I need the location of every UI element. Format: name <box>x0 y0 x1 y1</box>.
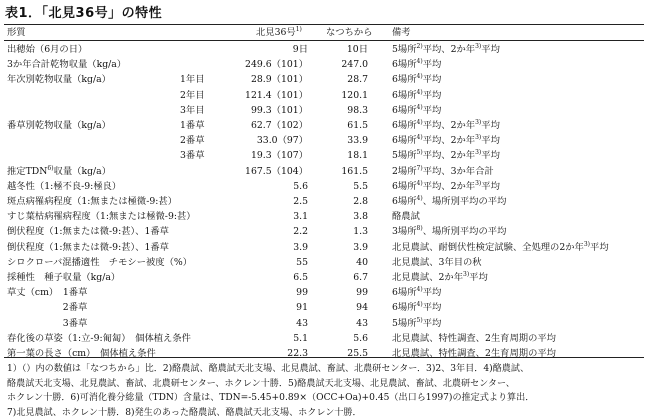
remark-a-sup: 4) <box>417 119 423 126</box>
remark-b: 平均、2か年 <box>423 150 475 161</box>
row-label-text: 出穂始（6月の日） <box>7 44 87 55</box>
row-remark <box>392 209 420 224</box>
row-label <box>7 224 169 239</box>
table-row <box>4 224 644 239</box>
remark-a-sup: 3) <box>584 241 590 248</box>
value-kitami36: 91 <box>234 300 308 315</box>
footnote-line: ホクレン十勝．6)可消化養分総量（TDN）含量は、TDN=-5.45+0.89×（OCC+Oa)+0.45（出口ら1997)の推定式より算出． <box>7 391 647 406</box>
remark-a: 6場所 <box>392 181 417 192</box>
remark-b: 、場所別平均の平均 <box>423 196 507 207</box>
value-kitami36: 2.2 <box>234 224 308 239</box>
remark-a: 6場所 <box>392 302 417 313</box>
remark-a-sup: 4) <box>417 134 423 141</box>
row-sublabel: 1番草 <box>180 118 205 133</box>
remark-a: 6場所 <box>392 105 417 116</box>
remark-a-sup: 7) <box>417 165 423 172</box>
remark-a-sup: 4) <box>417 58 423 65</box>
value-kitami36: 3.1 <box>234 209 308 224</box>
row-remark <box>392 148 500 163</box>
remark-c: 平均 <box>481 120 500 131</box>
row-label-text: すじ葉枯病罹病程度（1:無または極微-9:甚） <box>7 211 196 222</box>
row-label <box>7 179 121 194</box>
header-rule <box>4 40 644 41</box>
header-trait: 形質 <box>7 25 26 40</box>
remark-c: 平均 <box>481 44 500 55</box>
table-row <box>4 300 644 315</box>
row-label <box>7 346 156 361</box>
row-label-sup: 6) <box>47 165 53 172</box>
remark-a-sup: 3) <box>463 271 469 278</box>
remark-a-sup: 4) <box>417 89 423 96</box>
header-cultivar1-sup: 1) <box>296 26 302 33</box>
row-remark <box>392 300 441 315</box>
row-remark <box>392 255 482 270</box>
table-row <box>4 194 644 209</box>
row-remark <box>392 285 441 300</box>
table-row <box>4 179 644 194</box>
value-kitami36: 2.5 <box>234 194 308 209</box>
remark-b: 平均 <box>423 105 442 116</box>
table-row <box>4 255 644 270</box>
remark-a: 北見農試、特性調査、2生育周期の平均 <box>392 348 556 359</box>
row-sublabel: 2年目 <box>180 88 205 103</box>
row-label-text: 第一葉の長さ（cm） 個体植え条件 <box>7 348 156 359</box>
header-remarks: 備考 <box>392 25 411 40</box>
value-natsuchikara: 18.1 <box>316 148 368 163</box>
row-remark <box>392 346 556 361</box>
value-kitami36: 55 <box>234 255 308 270</box>
value-natsuchikara: 161.5 <box>316 164 368 179</box>
row-label-text: 斑点病罹病程度（1:無または極微-9:甚） <box>7 196 177 207</box>
row-sublabel: 1年目 <box>180 72 205 87</box>
table-row <box>4 240 644 255</box>
row-remark <box>392 133 500 148</box>
value-natsuchikara: 3.8 <box>316 209 368 224</box>
table-row <box>4 133 644 148</box>
row-label <box>7 270 120 285</box>
remark-a-sup: 4) <box>417 301 423 308</box>
remark-b: 平均 <box>423 287 442 298</box>
table-row <box>4 118 644 133</box>
row-remark <box>392 103 441 118</box>
row-label <box>7 300 87 315</box>
value-kitami36: 43 <box>234 316 308 331</box>
table-row <box>4 346 644 361</box>
row-label <box>7 42 87 57</box>
table-row <box>4 88 644 103</box>
row-label-text: 2番草 <box>7 302 87 313</box>
row-label <box>7 255 192 270</box>
footnote-line: 酪農試天北支場、北見農試、畜試、北農研センター、ホクレン十勝．5)酪農試天北支場、北見農試、畜試、北農研センター、 <box>7 377 647 392</box>
remark-a: 6場所 <box>392 59 417 70</box>
row-remark <box>392 316 441 331</box>
footnote-line: 7)北見農試、ホクレン十勝．8)発生のあった酪農試、酪農試天北支場、ホクレン十勝． <box>7 406 647 420</box>
row-label-text: 越冬性（1:極不良-9:極良） <box>7 181 121 192</box>
value-natsuchikara: 1.3 <box>316 224 368 239</box>
table-row <box>4 57 644 72</box>
row-remark <box>392 72 441 87</box>
row-label-text: 倒伏程度（1:無または微-9:甚）、1番草 <box>7 242 169 253</box>
value-natsuchikara: 43 <box>316 316 368 331</box>
remark-b: 平均 <box>423 90 442 101</box>
value-kitami36: 22.3 <box>234 346 308 361</box>
remark-a-sup: 8) <box>417 225 423 232</box>
value-natsuchikara: 2.8 <box>316 194 368 209</box>
row-label <box>7 118 111 133</box>
row-remark <box>392 224 506 239</box>
remark-b: 平均 <box>590 242 609 253</box>
value-natsuchikara: 25.5 <box>316 346 368 361</box>
remark-a: 6場所 <box>392 196 417 207</box>
remark-a-sup: 5) <box>417 317 423 324</box>
value-kitami36: 249.6（101） <box>234 57 308 72</box>
row-label <box>7 57 126 72</box>
row-label-text: 番草別乾物収量（kg/a） <box>7 120 111 131</box>
row-remark <box>392 194 506 209</box>
remark-b: 平均、2か年 <box>423 181 475 192</box>
row-remark <box>392 164 494 179</box>
remark-b-sup: 3) <box>475 119 481 126</box>
row-label-text: 草丈（cm） 1番草 <box>7 287 87 298</box>
value-natsuchikara: 5.6 <box>316 331 368 346</box>
remark-a: 2場所 <box>392 166 417 177</box>
remark-b-sup: 3) <box>475 149 481 156</box>
remark-a: 6場所 <box>392 74 417 85</box>
value-kitami36: 5.1 <box>234 331 308 346</box>
remark-a: 6場所 <box>392 120 417 131</box>
remark-b: 平均 <box>423 318 442 329</box>
remark-b: 平均、2か年 <box>423 44 475 55</box>
remark-a: 酪農試 <box>392 211 420 222</box>
table-row <box>4 103 644 118</box>
value-kitami36: 6.5 <box>234 270 308 285</box>
remark-a-sup: 4) <box>417 104 423 111</box>
remark-b: 平均 <box>423 59 442 70</box>
value-kitami36: 33.0（97） <box>234 133 308 148</box>
table-header-row <box>4 25 644 40</box>
row-label <box>7 240 169 255</box>
row-remark <box>392 88 441 103</box>
row-label-rest: 収量（kg/a） <box>54 166 111 177</box>
table-row <box>4 148 644 163</box>
value-natsuchikara: 99 <box>316 285 368 300</box>
header-cultivar1-name: 北見36号 <box>256 27 296 38</box>
value-kitami36: 28.9（101） <box>234 72 308 87</box>
value-kitami36: 5.6 <box>234 179 308 194</box>
remark-a-sup: 4) <box>417 180 423 187</box>
value-kitami36: 121.4（101） <box>234 88 308 103</box>
remark-b: 平均 <box>423 302 442 313</box>
value-kitami36: 3.9 <box>234 240 308 255</box>
bottom-rule <box>4 357 644 358</box>
remark-a-sup: 5) <box>417 149 423 156</box>
remark-b: 平均 <box>469 272 488 283</box>
remark-c: 平均 <box>481 150 500 161</box>
remark-b: 平均 <box>423 74 442 85</box>
footnote-line: 1）（）内の数値は「なつちから」比．2)酪農試、酪農試天北支場、北見農試、畜試、北農研センター．3)2、3年目．4)酪農試、 <box>7 362 647 377</box>
header-cultivar1 <box>256 25 302 40</box>
table-row <box>4 270 644 285</box>
row-remark <box>392 240 609 255</box>
remark-a: 北見農試、2か年 <box>392 272 463 283</box>
value-natsuchikara: 5.5 <box>316 179 368 194</box>
value-natsuchikara: 6.7 <box>316 270 368 285</box>
remark-c: 平均 <box>481 181 500 192</box>
remark-a: 6場所 <box>392 90 417 101</box>
row-label <box>7 316 87 331</box>
table-row <box>4 72 644 87</box>
value-natsuchikara: 40 <box>316 255 368 270</box>
table-row <box>4 209 644 224</box>
row-label-text: 春化後の草姿（1:立-9:匍匐） 個体植え条件 <box>7 333 191 344</box>
value-natsuchikara: 98.3 <box>316 103 368 118</box>
row-label-text: 3か年合計乾物収量（kg/a） <box>7 59 126 70</box>
remark-a-sup: 4) <box>417 73 423 80</box>
remark-a: 北見農試、3年目の秋 <box>392 257 482 268</box>
value-kitami36: 99 <box>234 285 308 300</box>
table-row <box>4 285 644 300</box>
row-label <box>7 209 196 224</box>
row-label <box>7 72 111 87</box>
remark-a: 5場所 <box>392 44 417 55</box>
remark-b: 平均、2か年 <box>423 120 475 131</box>
row-label <box>7 285 87 300</box>
remark-b-sup: 3) <box>475 134 481 141</box>
table-row <box>4 331 644 346</box>
row-label <box>7 331 191 346</box>
row-label-text: シロクローバ混播適性 チモシー被度（%） <box>7 257 192 268</box>
remark-a-sup: 2) <box>417 43 423 50</box>
remark-b: 平均、2か年 <box>423 135 475 146</box>
row-remark <box>392 331 556 346</box>
row-remark <box>392 179 500 194</box>
row-label <box>7 164 111 179</box>
row-label-text: 3番草 <box>7 318 87 329</box>
header-cultivar2: なつちから <box>326 25 373 40</box>
value-natsuchikara: 120.1 <box>316 88 368 103</box>
table-title: 表1．「北見36号」の特性 <box>5 2 162 21</box>
remark-a: 6場所 <box>392 135 417 146</box>
row-sublabel: 3番草 <box>180 148 205 163</box>
value-natsuchikara: 33.9 <box>316 133 368 148</box>
value-kitami36: 99.3（101） <box>234 103 308 118</box>
row-remark <box>392 57 441 72</box>
value-natsuchikara: 94 <box>316 300 368 315</box>
row-label-text: 採種性 種子収量（kg/a） <box>7 272 120 283</box>
remark-b-sup: 3) <box>475 180 481 187</box>
value-natsuchikara: 10日 <box>316 42 368 57</box>
remark-c: 平均 <box>481 135 500 146</box>
value-natsuchikara: 3.9 <box>316 240 368 255</box>
value-kitami36: 9日 <box>234 42 308 57</box>
value-kitami36: 62.7（102） <box>234 118 308 133</box>
table-row <box>4 316 644 331</box>
remark-a: 6場所 <box>392 287 417 298</box>
value-kitami36: 167.5（104） <box>234 164 308 179</box>
row-sublabel: 2番草 <box>180 133 205 148</box>
value-natsuchikara: 247.0 <box>316 57 368 72</box>
remark-b: 平均、3か年合計 <box>423 166 494 177</box>
table-row <box>4 164 644 179</box>
row-label-text: 倒伏程度（1:無または微-9:甚）、1番草 <box>7 226 169 237</box>
row-remark <box>392 270 488 285</box>
value-natsuchikara: 28.7 <box>316 72 368 87</box>
remark-a-sup: 4) <box>417 286 423 293</box>
remark-a: 北見農試、特性調査、2生育周期の平均 <box>392 333 556 344</box>
row-remark <box>392 118 500 133</box>
remark-a: 北見農試、耐倒伏性検定試験、全処理の2か年 <box>392 242 584 253</box>
row-sublabel: 3年目 <box>180 103 205 118</box>
row-label-text: 推定TDN <box>7 166 47 177</box>
remark-b-sup: 3) <box>475 43 481 50</box>
remark-b: 、場所別平均の平均 <box>423 226 507 237</box>
value-kitami36: 19.3（107） <box>234 148 308 163</box>
remark-a: 5場所 <box>392 150 417 161</box>
value-natsuchikara: 61.5 <box>316 118 368 133</box>
remark-a: 5場所 <box>392 318 417 329</box>
row-label-text: 年次別乾物収量（kg/a） <box>7 74 111 85</box>
remark-a: 3場所 <box>392 226 417 237</box>
remark-a-sup: 4) <box>417 195 423 202</box>
row-remark <box>392 42 500 57</box>
footnotes <box>7 362 647 420</box>
row-label <box>7 194 177 209</box>
table-row <box>4 42 644 57</box>
